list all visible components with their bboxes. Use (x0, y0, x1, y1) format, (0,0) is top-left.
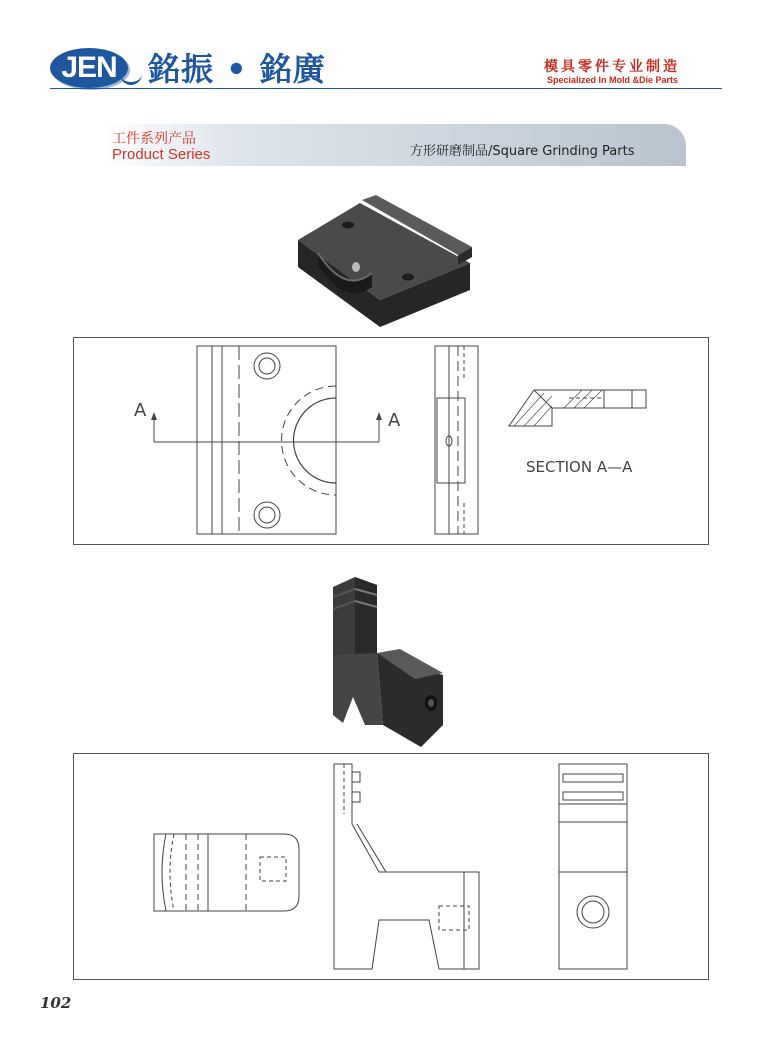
tagline-chinese: 模具零件专业制造 (544, 59, 680, 75)
technical-drawing-1 (73, 337, 709, 545)
page-number: 102 (40, 994, 72, 1012)
section-title-cn: 工件系列产品 (112, 131, 196, 147)
section-view-label: SECTION A—A (526, 458, 633, 476)
logo-text: JEN (61, 51, 117, 84)
part1-render (290, 195, 490, 335)
company-logo (50, 48, 128, 88)
section-mark-left: A (134, 400, 147, 421)
header-divider (50, 88, 722, 89)
technical-drawing-2 (73, 753, 709, 980)
logo-swoosh (120, 72, 142, 85)
part1-hole-2 (402, 274, 414, 281)
brand-name: 銘振 • 銘廣 (148, 50, 326, 88)
part1-hole-1 (342, 222, 354, 229)
section-subtitle: 方形研磨制品/Square Grinding Parts (410, 144, 635, 159)
section-title-en: Product Series (112, 146, 211, 163)
part2-render (325, 575, 455, 750)
section-mark-right: A (388, 410, 401, 431)
tagline-english: Specialized In Mold &Die Parts (546, 75, 678, 85)
